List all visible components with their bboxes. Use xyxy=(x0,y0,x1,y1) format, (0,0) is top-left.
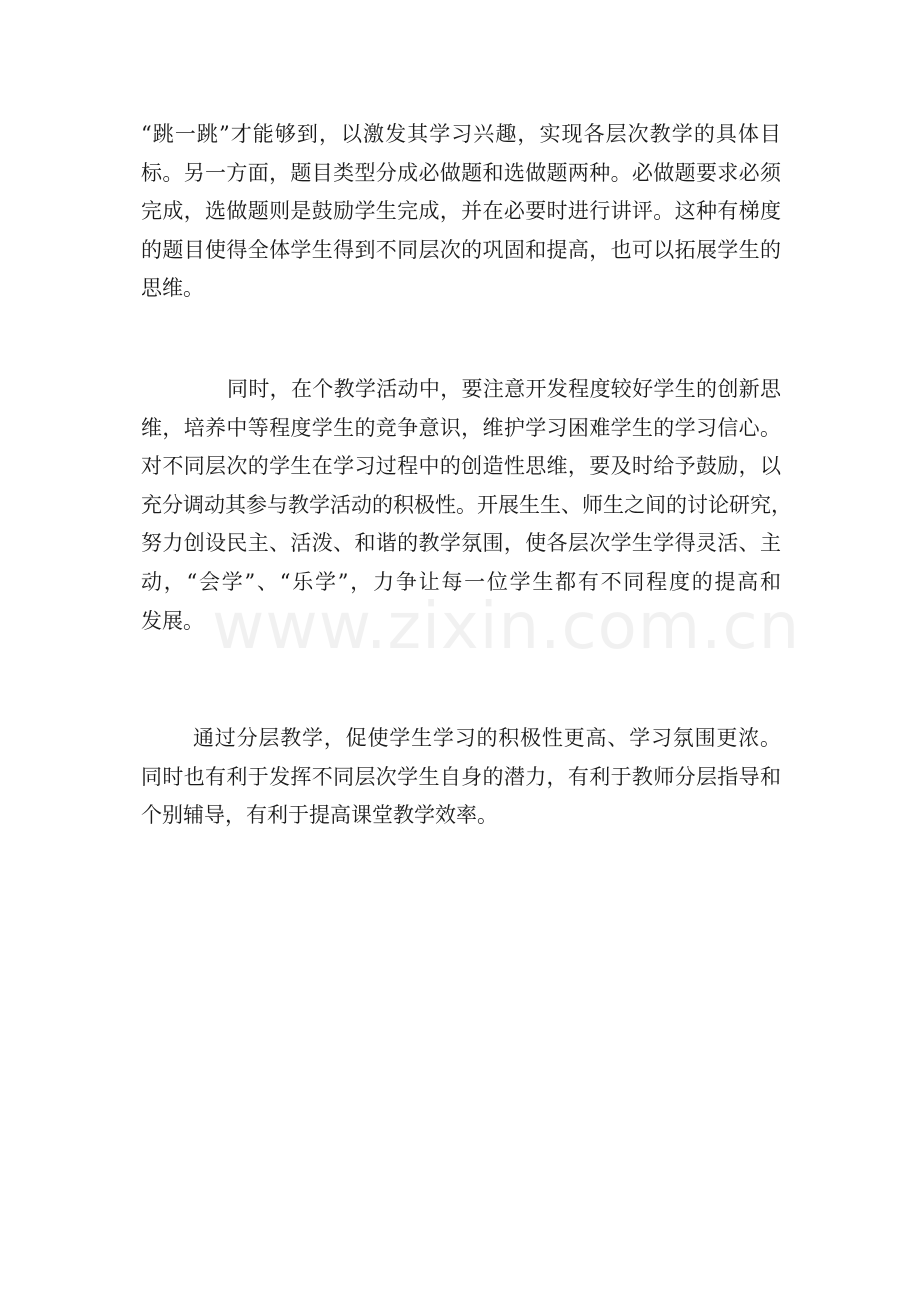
paragraph-3-line: 个别辅导，有利于提高课堂教学效率。 xyxy=(141,803,498,828)
paragraph-2 xyxy=(141,370,792,640)
paragraph-2-line: 对不同层次的学生在学习过程中的创造性思维，要及时给予鼓励，以 xyxy=(141,454,781,479)
paragraph-2-line: 努力创设民主、活泼、和谐的教学氛围，使各层次学生学得灵活、主 xyxy=(141,531,781,556)
paragraph-2-line: 动，“会学”、“乐学”，力争让每一位学生都有不同程度的提高和 xyxy=(141,569,781,594)
paragraph-1-line: 思维。 xyxy=(141,276,204,301)
paragraph-3-line: 通过分层教学，促使学生学习的积极性更高、学习氛围更浓。 xyxy=(193,726,781,750)
paragraph-3 xyxy=(141,719,781,835)
paragraph-1-line: 完成，选做题则是鼓励学生完成，并在必要时进行讲评。这种有梯度 xyxy=(141,199,781,224)
paragraph-2-line: 维，培养中等程度学生的竞争意识，维护学习困难学生的学习信心。 xyxy=(141,415,781,440)
paragraph-2-line: 充分调动其参与教学活动的积极性。开展生生、师生之间的讨论研究， xyxy=(141,492,792,517)
watermark: www.zixin.com.cn xyxy=(212,590,801,664)
paragraph-2-line: 发展。 xyxy=(141,608,204,633)
paragraph-1 xyxy=(141,115,781,308)
paragraph-1-line: 标。另一方面，题目类型分成必做题和选做题两种。必做题要求必须 xyxy=(141,160,781,185)
paragraph-1-line: 的题目使得全体学生得到不同层次的巩固和提高，也可以拓展学生的 xyxy=(141,237,781,262)
paragraph-1-line: “跳一跳”才能够到，以激发其学习兴趣，实现各层次教学的具体目 xyxy=(141,122,781,146)
paragraph-3-line: 同时也有利于发挥不同层次学生自身的潜力，有利于教师分层指导和 xyxy=(141,764,781,789)
paragraph-2-line: 同时，在个教学活动中，要注意开发程度较好学生的创新思 xyxy=(227,377,781,401)
